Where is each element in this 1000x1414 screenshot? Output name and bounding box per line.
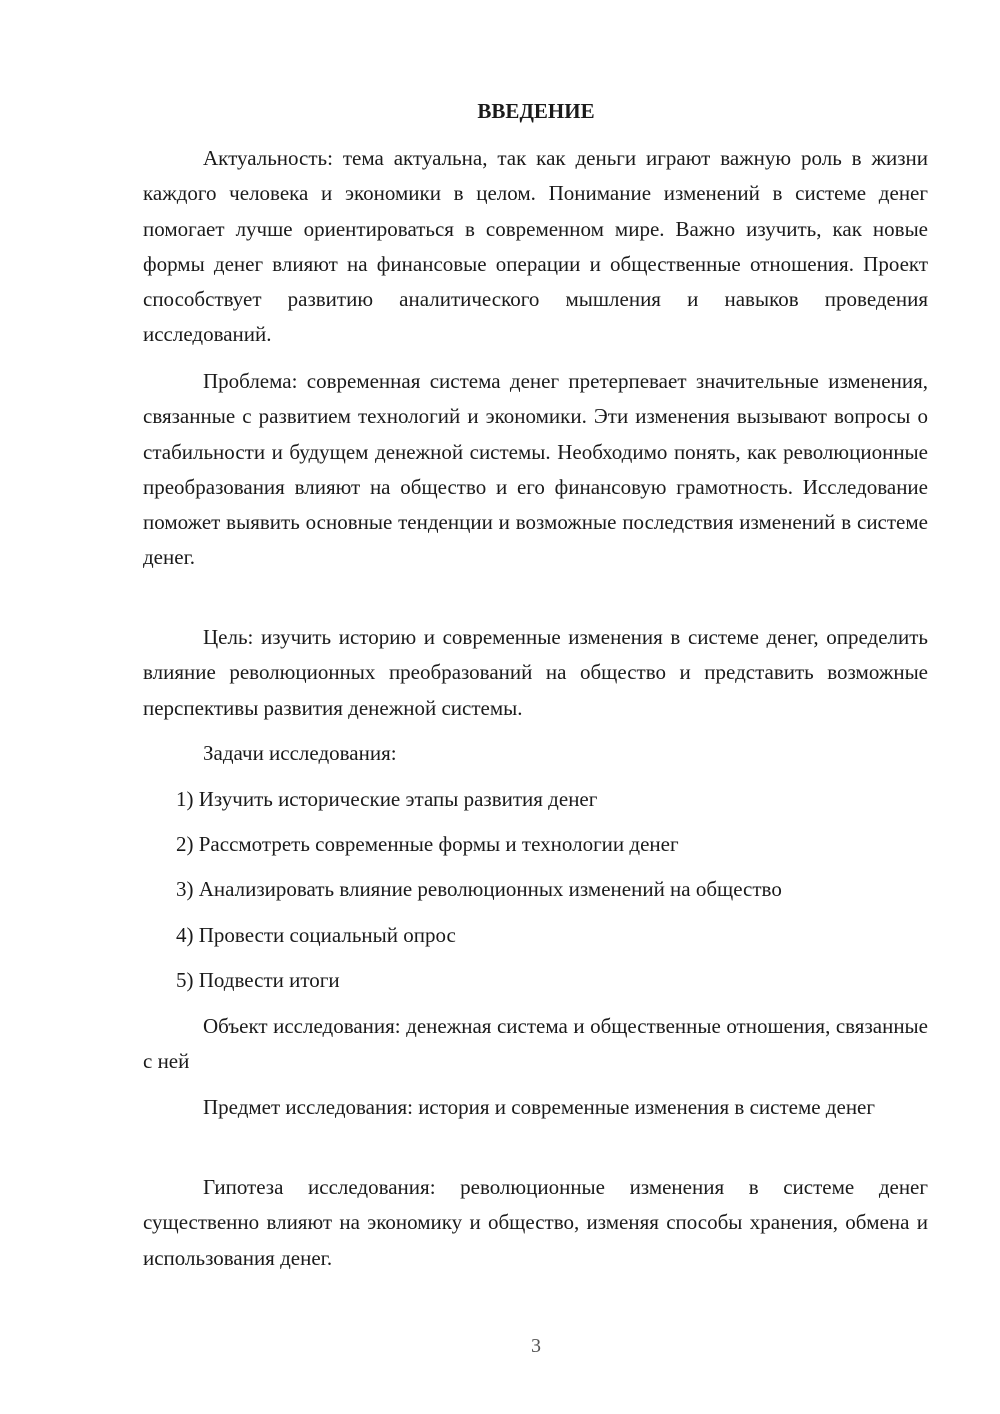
task-item: 4) Провести социальный опрос [176,923,456,947]
hypothesis-paragraph: Гипотеза исследования: революционные изменения в системе денег существенно влияют на экономику и общество, изменяя способы хранения, обмена и использования денег. [143,1175,928,1270]
object-paragraph: Объект исследования: денежная система и общественные отношения, связанные с ней [143,1014,928,1074]
problem-paragraph: Проблема: современная система денег претерпевает значительные изменения, связанные с развитием технологий и экономики. Эти изменения вызывают вопросы о стабильности и будущем денежной системы. Необходимо понять, как революционные преобразования влияют на общество и его финансовую грамотность. Исследование поможет выявить основные тенденции и возможные последствия изменений в системе денег. [143,369,928,570]
relevance-paragraph: Актуальность: тема актуальна, так как деньги играют важную роль в жизни каждого человека и экономики в целом. Понимание изменений в системе денег помогает лучше ориентироваться в современном мире. Важно изучить, как новые формы денег влияют на финансовые операции и общественные отношения. Проект способствует развитию аналитического мышления и навыков проведения исследований. [143,146,928,347]
task-item: 1) Изучить исторические этапы развития денег [176,787,598,811]
section-heading: ВВЕДЕНИЕ [477,99,595,123]
task-item: 5) Подвести итоги [176,968,340,992]
page-number: 3 [531,1335,541,1357]
subject-paragraph: Предмет исследования: история и современные изменения в системе денег [203,1095,875,1119]
task-item: 3) Анализировать влияние революционных изменений на общество [176,877,782,901]
tasks-title: Задачи исследования: [203,741,397,765]
task-item: 2) Рассмотреть современные формы и технологии денег [176,832,679,856]
goal-paragraph: Цель: изучить историю и современные изменения в системе денег, определить влияние революционных преобразований на общество и представить возможные перспективы развития денежной системы. [143,625,928,720]
